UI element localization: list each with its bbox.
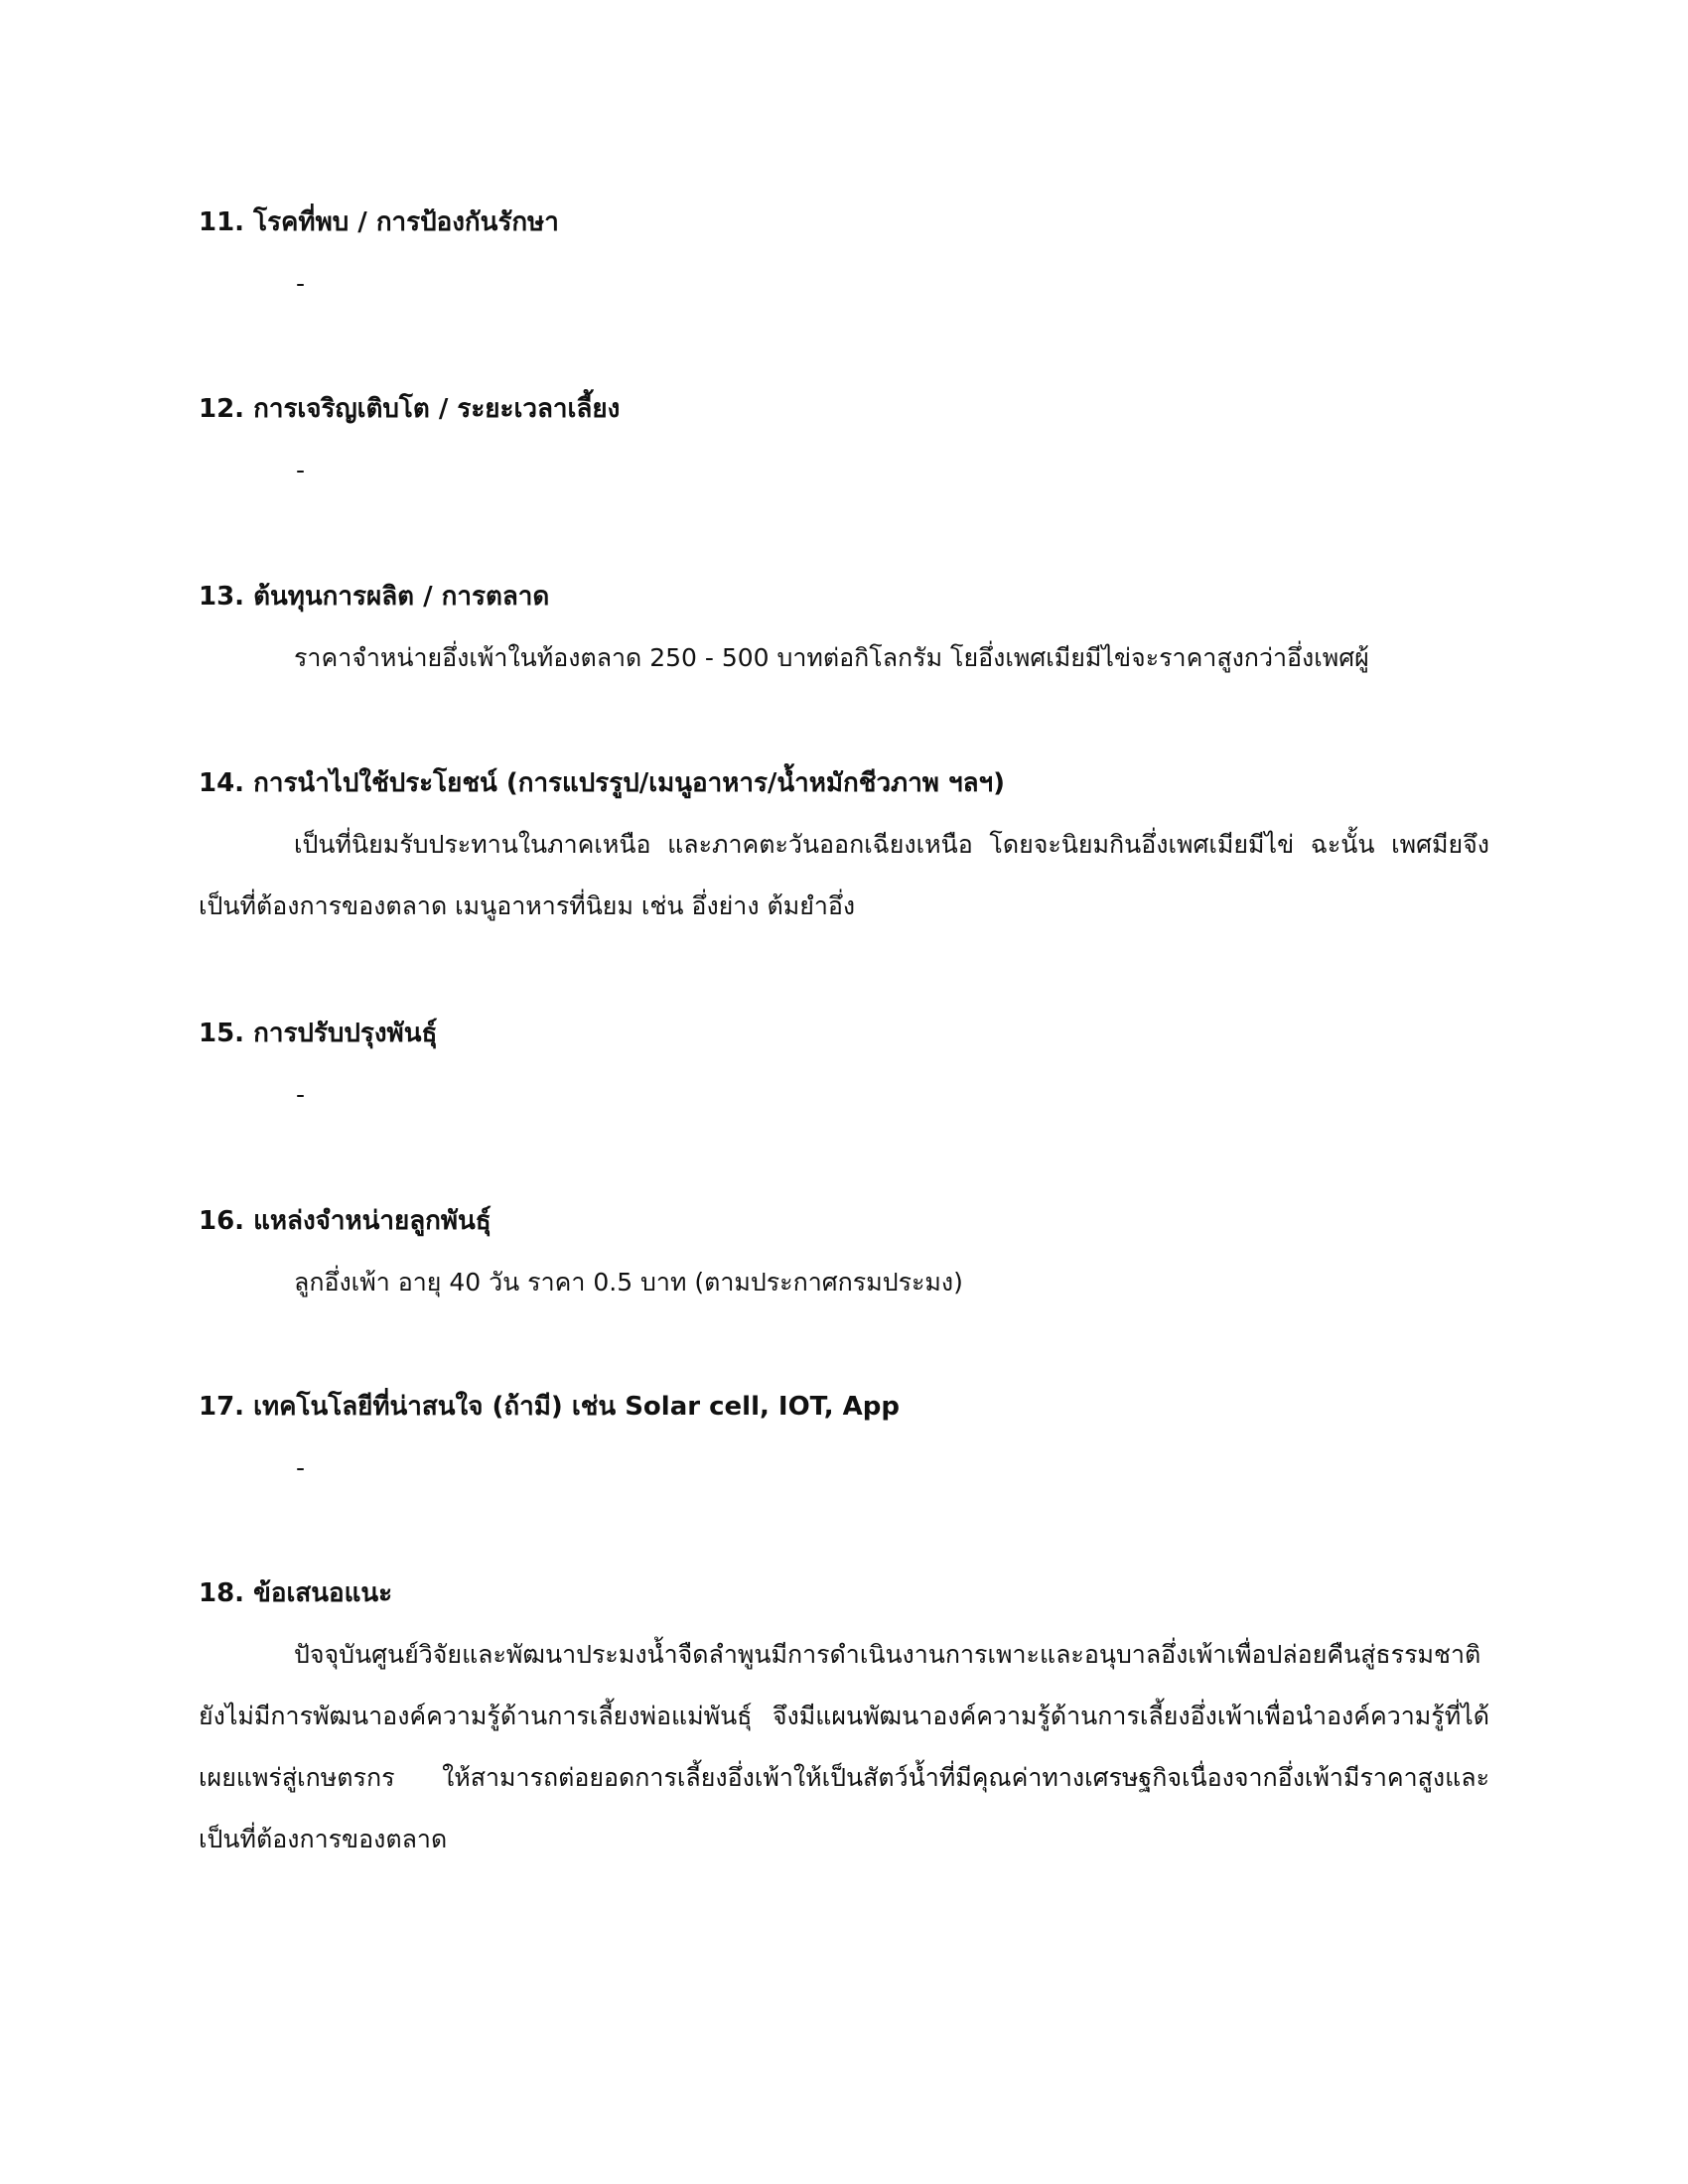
- section-15-breed-improvement: [199, 1017, 1489, 1126]
- section-11-diseases: [199, 205, 1489, 315]
- section-heading: 12. การเจริญเติบโต / ระยะเวลาเลี้ยง: [199, 394, 621, 424]
- section-body: ราคาจำหน่ายอึ่งเพ้าในท้องตลาด 250 - 500 บาทต่อกิโลกรัม โยอึ่งเพศเมียมีไข่จะราคาสูงกว่าอึ่งเพศผู้: [294, 643, 1369, 672]
- section-body: ลูกอึ่งเพ้า อายุ 40 วัน ราคา 0.5 บาท (ตามประกาศกรมประมง): [294, 1268, 963, 1297]
- section-16-fry-sources: [199, 1204, 1489, 1313]
- section-body: -: [296, 269, 306, 298]
- section-14-utilization: [199, 766, 1489, 937]
- section-heading: 11. โรคที่พบ / การป้องกันรักษา: [199, 207, 559, 237]
- section-13-cost-marketing: [199, 580, 1489, 689]
- section-17-technology: [199, 1390, 1489, 1499]
- section-heading: 15. การปรับปรุงพันธุ์: [199, 1019, 438, 1048]
- section-body: ปัจจุบันศูนย์วิจัยและพัฒนาประมงน้ำจืดลำพูนมีการดำเนินงานการเพาะและอนุบาลอึ่งเพ้าเพื่อปล่อยคืนสู่ธรรมชาติ ยังไม่มีการพัฒนาองค์ความรู้ด้านการเลี้ยงพ่อแม่พันธุ์ จึงมีแผนพัฒนาองค์ความรู้ด้านการเลี้ยงอึ่งเพ้าเพื่อนำองค์ความรู้ที่ได้เผยแพร่สู่เกษตรกร ให้สามารถต่อยอดการเลี้ยงอึ่งเพ้าให้เป็นสัตว์น้ำที่มีคุณค่าทางเศรษฐกิจเนื่องจากอึ่งเพ้ามีราคาสูงและเป็นที่ต้องการของตลาด: [199, 1640, 1489, 1853]
- section-12-growth: [199, 392, 1489, 501]
- section-heading: 18. ข้อเสนอแนะ: [199, 1578, 393, 1608]
- section-18-recommendations: [199, 1576, 1489, 1870]
- section-body: -: [296, 1080, 306, 1109]
- section-body: -: [296, 456, 306, 484]
- section-body: เป็นที่นิยมรับประทานในภาคเหนือ และภาคตะวันออกเฉียงเหนือ โดยจะนิยมกินอึ่งเพศเมียมีไข่ ฉะนั้น เพศมียจึงเป็นที่ต้องการของตลาด เมนูอาหารที่นิยม เช่น อึ่งย่าง ต้มยำอึ่ง: [199, 830, 1489, 920]
- section-body: -: [296, 1453, 306, 1482]
- section-heading: 17. เทคโนโลยีที่น่าสนใจ (ถ้ามี) เช่น Solar cell, IOT, App: [199, 1392, 900, 1422]
- section-heading: 14. การนำไปใช้ประโยชน์ (การแปรรูป/เมนูอาหาร/น้ำหมักชีวภาพ ฯลฯ): [199, 768, 1005, 798]
- section-heading: 16. แหล่งจำหน่ายลูกพันธุ์: [199, 1206, 492, 1236]
- section-heading: 13. ต้นทุนการผลิต / การตลาด: [199, 582, 550, 612]
